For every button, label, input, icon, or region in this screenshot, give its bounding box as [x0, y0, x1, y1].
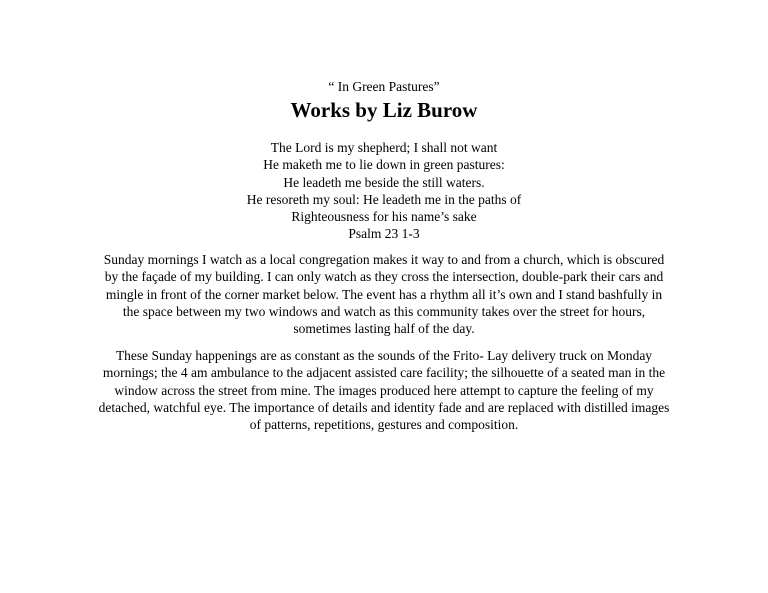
exhibition-subtitle: “ In Green Pastures” [328, 79, 440, 94]
paragraph-line: mingle in front of the corner market below. The event has a rhythm all it’s own and I stand bashfully in [105, 286, 663, 302]
psalm-line: Righteousness for his name’s sake [291, 209, 477, 225]
paragraph-line: the space between my two windows and watch as this community takes over the street for hours, [122, 303, 646, 319]
psalm-quote [0, 139, 768, 243]
paragraph-line: detached, watchful eye. The importance of details and identity fade and are replaced with distilled images [98, 399, 670, 415]
paragraph-line: of patterns, repetitions, gestures and composition. [249, 417, 519, 433]
psalm-line: He leadeth me beside the still waters. [283, 174, 485, 190]
psalm-line: He maketh me to lie down in green pastures: [263, 157, 505, 173]
paragraph-line: mornings; the 4 am ambulance to the adjacent assisted care facility; the silhouette of a seated man in the [102, 365, 666, 381]
paragraph-line: Sunday mornings I watch as a local congregation makes it way to and from a church, which is obscured [103, 252, 665, 267]
paragraph-line: These Sunday happenings are as constant as the sounds of the Frito- Lay delivery truck on Monday [115, 348, 653, 363]
artist-statement-paragraph-1 [0, 251, 768, 337]
psalm-citation: Psalm 23 1-3 [348, 226, 420, 242]
exhibition-title: Works by Liz Burow [290, 98, 478, 122]
paragraph-line: window across the street from mine. The images produced here attempt to capture the feeling of my [114, 382, 654, 398]
paragraph-line: sometimes lasting half of the day. [293, 321, 475, 337]
psalm-line: He resoreth my soul: He leadeth me in the paths of [246, 191, 522, 207]
paragraph-line: by the façade of my building. I can only watch as they cross the intersection, double-park their cars and [104, 269, 664, 285]
psalm-line: The Lord is my shepherd; I shall not want [270, 140, 498, 155]
artist-statement-paragraph-2 [0, 347, 768, 433]
